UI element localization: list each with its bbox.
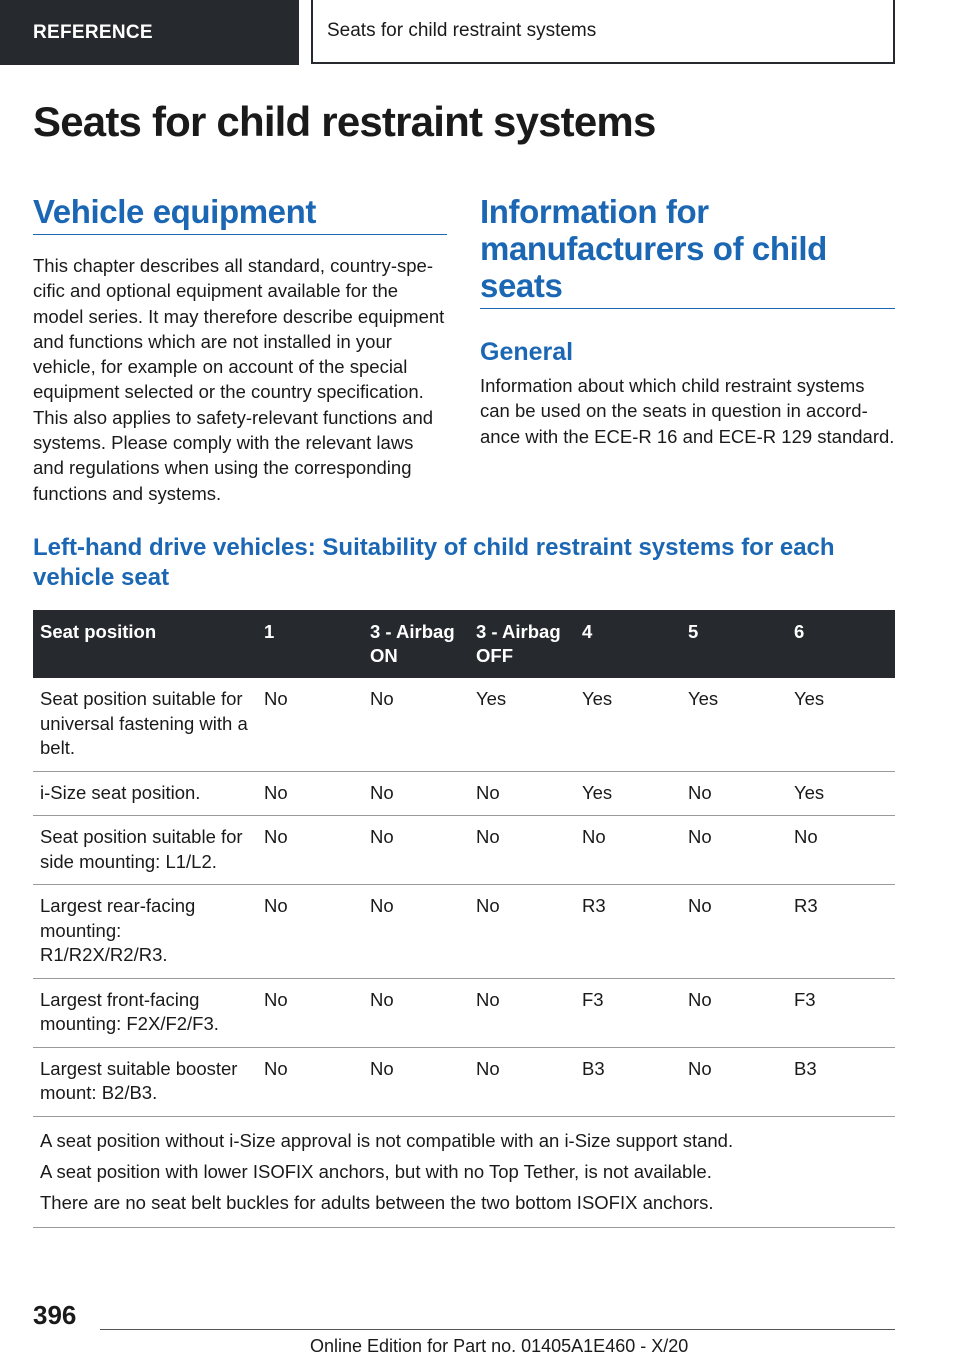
table-note: A seat position with lower ISOFIX anchors, but with no Top Tether, is not available. [40,1160,712,1182]
table-row [33,816,895,885]
table-cell: No [469,978,575,1047]
table-cell: B3 [575,1047,681,1116]
section-tab: REFERENCE [0,0,299,65]
row-label: Largest suitable booster mount: B2/B3. [33,1047,257,1116]
table-header-row [33,610,895,678]
table-cell: No [681,1047,787,1116]
header-cell: Seat position [33,610,257,678]
header-cell: 1 [257,610,363,678]
table-cell: No [363,816,469,885]
header-cell: 6 [787,610,895,678]
table-row [33,978,895,1047]
table-row [33,885,895,979]
table-cell: Yes [575,678,681,771]
manufacturer-info-heading: Information for manufacturers of child seats [480,193,827,304]
table-row [33,678,895,771]
table-cell: No [681,978,787,1047]
chapter-title-box: Seats for child restraint systems [311,0,895,64]
table-cell: No [257,771,363,816]
row-label: Seat position suitable for side mounting: L1/L2. [33,816,257,885]
table-cell: No [257,1047,363,1116]
table-cell: No [363,771,469,816]
table-cell: No [469,816,575,885]
table-cell: No [469,1047,575,1116]
table-cell: F3 [575,978,681,1047]
table-note: There are no seat belt buckles for adults between the two bottom ISOFIX anchors. [40,1191,714,1213]
table-cell: No [681,771,787,816]
vehicle-equipment-section [33,193,447,506]
header-cell: 3 - Airbag ON [363,610,469,678]
row-label: i-Size seat position. [33,771,257,816]
table-note: A seat position without i-Size approval is not compatible with an i-Size support stand. [40,1129,734,1151]
table-cell: No [363,678,469,771]
page-header [0,0,960,65]
row-label: Largest rear-facing mounting: R1/R2X/R2/R3. [33,885,257,979]
table-row [33,771,895,816]
general-subheading: General [480,338,574,366]
suitability-section-title: Left-hand drive vehicles: Suitability of child restraint systems for each vehicle seat [33,534,835,591]
row-label: Largest front-facing mounting: F2X/F2/F3. [33,978,257,1047]
general-text: Information about which child restraint systems can be used on the seats in question in accordance with the ECE-R 16 and ECE-R 129 standard. [480,375,895,447]
header-cell: 5 [681,610,787,678]
table-cell: No [363,1047,469,1116]
table-cell: No [787,816,895,885]
vehicle-equipment-text: This chapter describes all standard, country-specific and optional equipment available for the model series. It may therefore describe equipment and functions which are not installed in your vehicle, for example on account of the special equipment selected or the country specification. This also applies to safety-relevant functions and systems. Please comply with the relevant laws and regulations when using the corresponding functions and systems. [33,255,445,504]
table-cell: No [363,978,469,1047]
table-cell: No [469,771,575,816]
table-cell: No [681,885,787,979]
table-cell: No [363,885,469,979]
table-cell: No [575,816,681,885]
table-cell: Yes [469,678,575,771]
table-cell: F3 [787,978,895,1047]
footer-divider [100,1329,895,1330]
vehicle-equipment-heading: Vehicle equipment [33,193,316,230]
table-cell: Yes [787,678,895,771]
table-cell: No [257,885,363,979]
table-cell: No [469,885,575,979]
manufacturer-info-section [480,193,895,449]
table-cell: No [681,816,787,885]
header-cell: 3 - Airbag OFF [469,610,575,678]
table-cell: R3 [787,885,895,979]
row-label: Seat position suitable for universal fastening with a belt. [33,678,257,771]
header-cell: 4 [575,610,681,678]
table-cell: No [257,678,363,771]
table-row [33,1047,895,1116]
table-notes [33,1116,895,1227]
suitability-table [33,610,895,1228]
page-title: Seats for child restraint systems [33,98,656,145]
table-cell: Yes [787,771,895,816]
table-cell: No [257,978,363,1047]
table-cell: B3 [787,1047,895,1116]
table-cell: Yes [575,771,681,816]
table-cell: Yes [681,678,787,771]
footer-edition: Online Edition for Part no. 01405A1E460 - X/20 [310,1336,689,1356]
table-notes-row [33,1116,895,1227]
table-cell: R3 [575,885,681,979]
table-cell: No [257,816,363,885]
page-number: 396 [33,1300,77,1330]
